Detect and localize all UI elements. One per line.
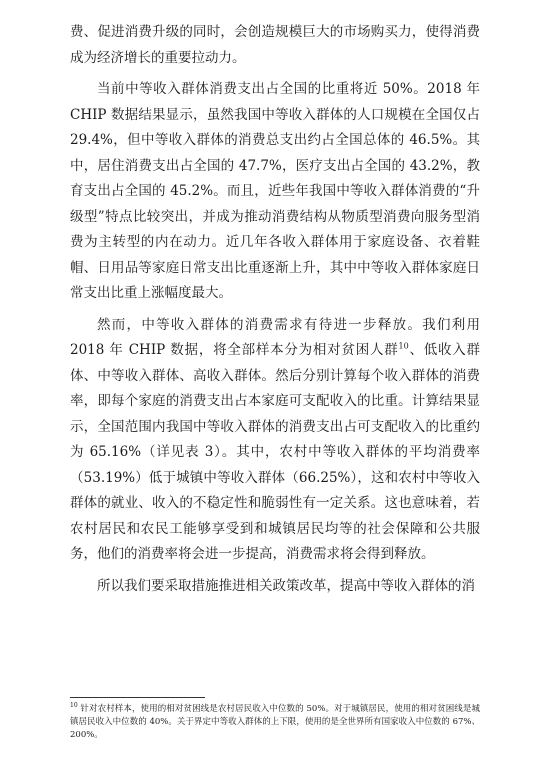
footnote-reference[interactable]: 10	[398, 341, 409, 351]
paragraph-consumption-share: 当前中等收入群体消费支出占全国的比重将近 50%。2018 年 CHIP 数据结果显示，虽然我国中等收入群体的人口规模在全国仅占 29.4%，但中等收入群体的消费总支出约占全国总体的 46.5%。其中，居住消费支出占全国的 47.7%，医疗支出占全国的 43.2%，教育支出占全国的 45.2%。而且，近些年我国中等收入群体消费的“升级型”特点比较突出，并成为推动消费结构从物质型消费向服务型消费为主转型的内在动力。近几年各收入群体用于家庭设备、衣着鞋帽、日用品等家庭日常支出比重逐渐上升，其中中等收入群体家庭日常支出比重上涨幅度最大。	[70, 81, 480, 301]
footnote-mark: 10	[70, 702, 78, 710]
paragraph-continuation: 费、促进消费升级的同时，会创造规模巨大的市场购买力，使得消费成为经济增长的重要拉动力。	[70, 24, 480, 66]
footnote	[70, 703, 480, 742]
body-text	[70, 20, 480, 605]
paragraph-policy-reform: 所以我们要采取措施推进相关政策改革，提高中等收入群体的消	[97, 577, 475, 594]
paragraph-text-after-ref: 、低收入群体、中等收入群体、高收入群体。然后分别计算每个收入群体的消费率，即每个家庭的消费支出占本家庭可支配收入的比重。计算结果显示，全国范围内我国中等收入群体的消费支出占可支配收入的比重约为 65.16%（详见表 3）。其中，农村中等收入群体的平均消费率（53.19%）低于城镇中等收入群体（66.25%），这和农村中等收入群体的就业、收入的不稳定性和脆弱性有一定关系。这也意味着，若农村居民和农民工能够享受到和城镇居民均等的社会保障和公共服务，他们的消费率将会进一步提高，消费需求将会得到释放。	[70, 342, 480, 562]
paragraph-consumption-rate	[70, 313, 480, 568]
footnote-text: 针对农村样本，使用的相对贫困线是农村居民收入中位数的 50%。对于城镇居民，使用的相对贫困线是城镇居民收入中位数的 40%。关于界定中等收入群体的上下限，使用的是全世界所有国家收入中位数的 67%、200%。	[70, 704, 480, 740]
footnote-divider	[70, 697, 205, 698]
paragraph-text-before-ref: 然而，中等收入群体的消费需求有待进一步释放。我们利用 2018 年 CHIP 数据，将全部样本分为相对贫困人群	[70, 316, 480, 358]
